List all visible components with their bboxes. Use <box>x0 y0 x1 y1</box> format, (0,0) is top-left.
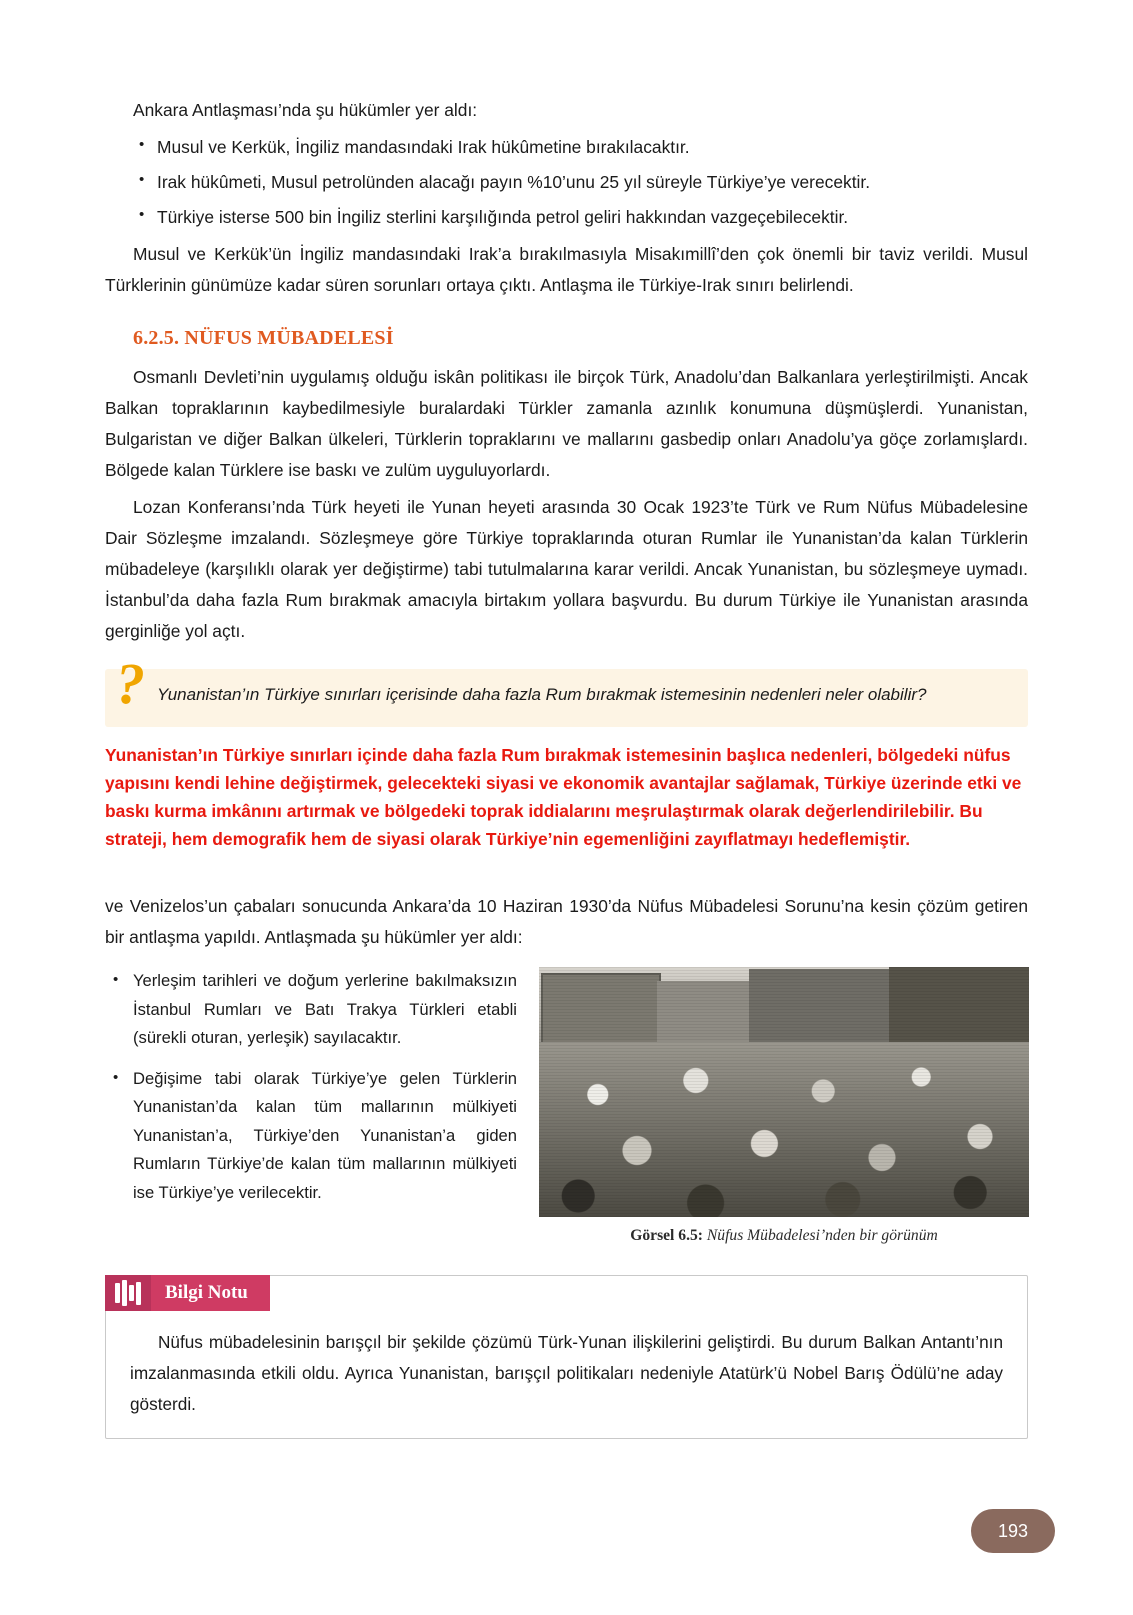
question-callout <box>105 650 1028 727</box>
photo-population-exchange <box>539 967 1029 1217</box>
info-note-box <box>105 1275 1028 1439</box>
figure-label: Görsel 6.5: <box>630 1227 703 1245</box>
list-item: • Türkiye isterse 500 bin İngiliz sterlini karşılığında petrol geliri hakkından vazgeçebilecektir. <box>105 202 1028 233</box>
treaty-terms-list <box>105 967 517 1207</box>
figure-caption-text: Nüfus Mübadelesi’nden bir görünüm <box>706 1227 938 1245</box>
treaty-terms-column <box>105 967 517 1219</box>
section-heading: 6.2.5. NÜFUS MÜBADELESİ <box>133 326 394 349</box>
section-paragraph-2: Lozan Konferansı’nda Türk heyeti ile Yunan heyeti arasında 30 Ocak 1923’te Türk ve Rum Nüfus Mübadelesine Dair Sözleşme imzalandı. Sözleşmeye göre Türkiye topraklarında oturan Rumlar ile Yunanistan’da kalan Türklerin mübadeleye (karşılıklı olarak yer değiştirme) tabi tutulmalarına karar verildi. Ancak Yunanistan, bu sözleşmeye uymadı. İstanbul’da daha fazla Rum bırakmak amacıyla birtakım yollara başvurdu. Bu durum Türkiye ile Yunanistan arasında gerginliğe yol açtı. <box>105 496 1028 641</box>
answer-text: Yunanistan’ın Türkiye sınırları içinde daha fazla Rum bırakmak istemesinin başlıca nedenleri, bölgedeki nüfus yapısını kendi lehine değiştirmek, gelecekteki siyasi ve ekonomik avantajlar sağlamak, Türkiye üzerinde etki ve baskı kurma imkânını artırmak ve bölgedeki toprak iddialarını meşrulaştırmak olarak değerlendirilebilir. Bu strateji, hem demografik hem de siyasi olarak Türkiye’nin egemenliğini zayıflatmayı hedeflemiştir. <box>105 744 1022 850</box>
figure-column <box>539 967 1029 1245</box>
mosul-paragraph: Musul ve Kerkük’ün İngiliz mandasındaki Irak’a bırakılmasıyla Misakımillî’den çok önemli bir taviz verildi. Musul Türklerinin günümüze kadar süren sorunları ortaya çıktı. Antlaşma ile Türkiye-Irak sınırı belirlendi. <box>105 243 1028 295</box>
list-item: • Musul ve Kerkük, İngiliz mandasındaki Irak hükûmetine bırakılacaktır. <box>105 132 1028 163</box>
section-paragraph-1: Osmanlı Devleti’nin uygulamış olduğu iskân politikası ile birçok Türk, Anadolu’dan Balkanlara yerleştirilmişti. Ancak Balkan topraklarının kaybedilmesiyle buralardaki Türkler zamanla azınlık konumuna düşmüşlerdi. Yunanistan, Bulgaristan ve diğer Balkan ülkeleri, Türklerin topraklarını ve mallarını gasbedip onları Anadolu’ya göçe zorlamışlardı. Bölgede kalan Türklere ise baskı ve zulüm uyguluyorlardı. <box>105 366 1028 480</box>
list-item: • Irak hükûmeti, Musul petrolünden alacağı payın %10’unu 25 yıl süreyle Türkiye’ye verecektir. <box>105 167 1028 198</box>
two-column-block <box>105 967 1028 1245</box>
ankara-treaty-bullets <box>105 132 1028 233</box>
info-note-title: Bilgi Notu <box>165 1282 248 1304</box>
question-text: Yunanistan’ın Türkiye sınırları içerisinde daha fazla Rum bırakmak istemesinin nedenleri neler olabilir? <box>157 684 927 704</box>
figure-caption <box>539 1227 1029 1245</box>
continued-paragraph: ve Venizelos’un çabaları sonucunda Ankara’da 10 Haziran 1930’da Nüfus Mübadelesi Sorunu’na kesin çözüm getiren bir antlaşma yapıldı. Antlaşmada şu hükümler yer aldı: <box>105 896 1028 948</box>
list-item: • Değişime tabi olarak Türkiye’ye gelen Türklerin Yunanistan’da kalan tüm mallarının mülkiyeti Yunanistan’a, Türkiye’den Yunanistan’a giden Rumların Türkiye’de kalan tüm mallarının mülkiyeti ise Türkiye’ye verilecektir. <box>105 1065 517 1208</box>
info-note-header <box>105 1275 270 1311</box>
list-item: • Yerleşim tarihleri ve doğum yerlerine bakılmaksızın İstanbul Rumları ve Batı Trakya Türkleri etabli (sürekli oturan, yerleşik) sayılacaktır. <box>105 967 517 1053</box>
page-number: 193 <box>971 1509 1055 1553</box>
question-mark-icon: ? <box>116 650 145 716</box>
book-stack-icon <box>105 1275 151 1311</box>
intro-line: Ankara Antlaşması’nda şu hükümler yer aldı: <box>133 100 478 120</box>
info-note-body: Nüfus mübadelesinin barışçıl bir şekilde çözümü Türk-Yunan ilişkilerini geliştirdi. Bu durum Balkan Antantı’nın imzalanmasında etkili oldu. Ayrıca Yunanistan, barışçıl politikaları nedeniyle Atatürk’ü Nobel Barış Ödülü’ne aday gösterdi. <box>130 1332 1003 1415</box>
photo-grain-overlay <box>539 967 1029 1217</box>
figure-6-5 <box>539 967 1029 1245</box>
